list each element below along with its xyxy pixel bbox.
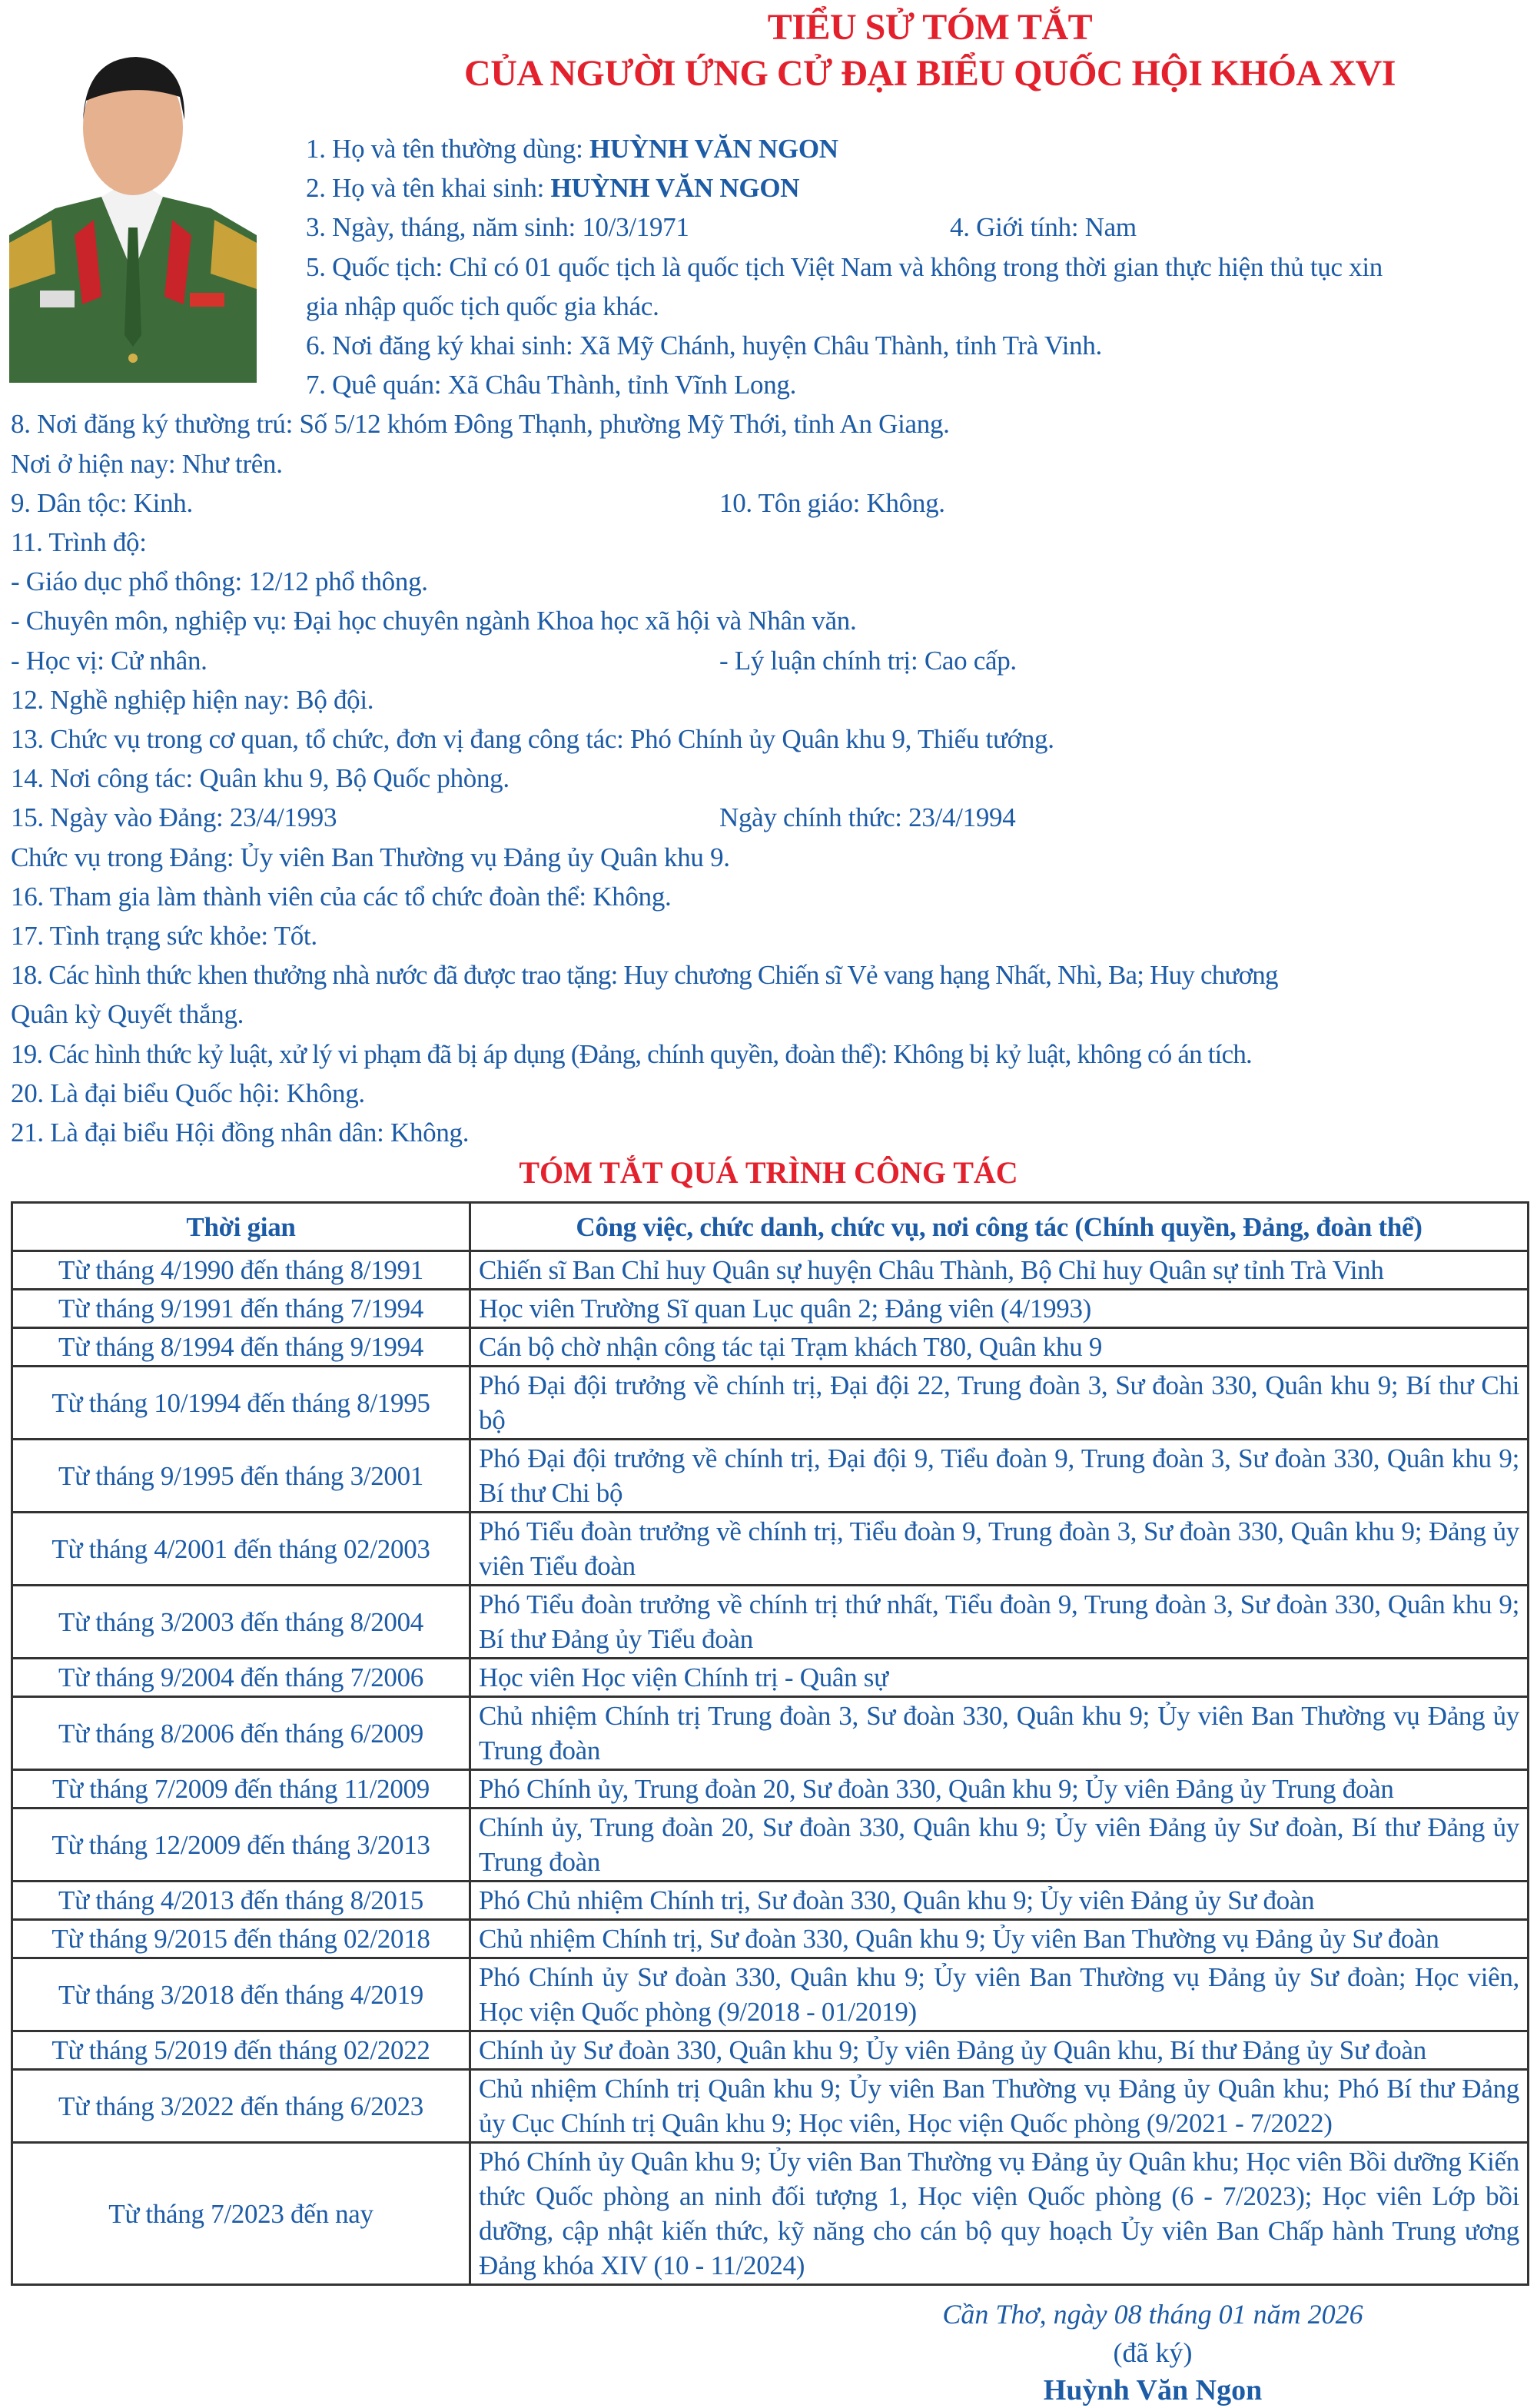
cell-position: Chính ủy Sư đoàn 330, Quân khu 9; Ủy viên Đảng ủy Quân khu, Bí thư Đảng ủy Sư đoàn [470,2031,1529,2070]
birth-name-value: HUỲNH VĂN NGON [550,173,800,204]
table-row [12,2031,1529,2070]
bio-nationality: 5. Quốc tịch: Chỉ có 01 quốc tịch là quốc tịch Việt Nam và không trong thời gian thực hiện thủ tục xin [306,251,1383,282]
bio-residence: 8. Nơi đăng ký thường trú: Số 5/12 khóm Đông Thạnh, phường Mỹ Thới, tỉnh An Giang. [11,409,950,440]
table-row [12,1440,1529,1513]
career-section-title: TÓM TẮT QUÁ TRÌNH CÔNG TÁC [519,1155,1018,1190]
table-row [12,1697,1529,1770]
cell-position: Chủ nhiệm Chính trị, Sư đoàn 330, Quân khu 9; Ủy viên Ban Thường vụ Đảng ủy Sư đoàn [470,1920,1529,1958]
table-row [12,1290,1529,1328]
bio-specialty: - Chuyên môn, nghiệp vụ: Đại học chuyên ngành Khoa học xã hội và Nhân văn. [11,606,857,636]
cell-time: Từ tháng 4/1990 đến tháng 8/1991 [12,1251,470,1290]
bio-awards-cont: Quân kỳ Quyết thắng. [11,999,244,1030]
bio-position: 13. Chức vụ trong cơ quan, tổ chức, đơn vị đang công tác: Phó Chính ủy Quân khu 9, Thiếu tướng. [11,724,1054,755]
table-row [12,1659,1529,1697]
table-row [12,1367,1529,1440]
table-row [12,1328,1529,1367]
cell-position: Phó Tiểu đoàn trưởng về chính trị thứ nhất, Tiểu đoàn 9, Trung đoàn 3, Sư đoàn 330, Quân khu 9; Bí thư Đảng ủy Tiểu đoàn [470,1586,1529,1659]
cell-time: Từ tháng 9/1991 đến tháng 7/1994 [12,1290,470,1328]
cell-position: Phó Chính ủy Sư đoàn 330, Quân khu 9; Ủy viên Ban Thường vụ Đảng ủy Sư đoàn; Học viên, Học viện Quốc phòng (9/2018 - 01/2019) [470,1958,1529,2031]
bio-birthplace: 6. Nơi đăng ký khai sinh: Xã Mỹ Chánh, huyện Châu Thành, tỉnh Trà Vinh. [306,330,1102,361]
bio-workplace: 14. Nơi công tác: Quân khu 9, Bộ Quốc phòng. [11,763,510,794]
cell-position: Phó Đại đội trưởng về chính trị, Đại đội 22, Trung đoàn 3, Sư đoàn 330, Quân khu 9; Bí thư Chi bộ [470,1367,1529,1440]
cell-position: Phó Chủ nhiệm Chính trị, Sư đoàn 330, Quân khu 9; Ủy viên Đảng ủy Sư đoàn [470,1882,1529,1920]
bio-council-delegate: 21. Là đại biểu Hội đồng nhân dân: Không. [11,1118,470,1148]
cell-time: Từ tháng 9/2004 đến tháng 7/2006 [12,1659,470,1697]
table-row [12,1770,1529,1808]
table-row [12,1251,1529,1290]
bio-organizations: 16. Tham gia làm thành viên của các tổ chức đoàn thể: Không. [11,881,672,912]
table-row [12,1513,1529,1586]
table-row [12,2143,1529,2285]
career-table [11,1201,1529,2286]
cell-time: Từ tháng 7/2023 đến nay [12,2143,470,2285]
document-subtitle: CỦA NGƯỜI ỨNG CỬ ĐẠI BIỂU QUỐC HỘI KHÓA XVI [464,53,1396,94]
cell-time: Từ tháng 3/2018 đến tháng 4/2019 [12,1958,470,2031]
cell-time: Từ tháng 9/2015 đến tháng 02/2018 [12,1920,470,1958]
cell-position: Chính ủy, Trung đoàn 20, Sư đoàn 330, Quân khu 9; Ủy viên Đảng ủy Sư đoàn, Bí thư Đảng ủy Trung đoàn [470,1808,1529,1882]
bio-education: 11. Trình độ: [11,527,147,558]
cell-position: Phó Tiểu đoàn trưởng về chính trị, Tiểu đoàn 9, Trung đoàn 3, Sư đoàn 330, Quân khu 9; Đảng ủy viên Tiểu đoàn [470,1513,1529,1586]
cell-position: Phó Đại đội trưởng về chính trị, Đại đội 9, Tiểu đoàn 9, Trung đoàn 3, Sư đoàn 330, Quân khu 9; Bí thư Chi bộ [470,1440,1529,1513]
bio-occupation: 12. Nghề nghiệp hiện nay: Bộ đội. [11,684,374,715]
cell-position: Chủ nhiệm Chính trị Quân khu 9; Ủy viên Ban Thường vụ Đảng ủy Quân khu; Phó Bí thư Đảng ủy Cục Chính trị Quân khu 9; Học viên, Học viện Quốc phòng (9/2021 - 7/2022) [470,2070,1529,2143]
bio-nationality-cont: gia nhập quốc tịch quốc gia khác. [306,291,659,321]
cell-time: Từ tháng 10/1994 đến tháng 8/1995 [12,1367,470,1440]
bio-hometown: 7. Quê quán: Xã Châu Thành, tỉnh Vĩnh Long. [306,370,797,400]
signature-place-date: Cần Thơ, ngày 08 tháng 01 năm 2026 [942,2299,1363,2330]
bio-ethnicity-religion: 9. Dân tộc: Kinh. 10. Tôn giáo: Không. [11,487,945,518]
cell-time: Từ tháng 8/2006 đến tháng 6/2009 [12,1697,470,1770]
table-row [12,1958,1529,2031]
bio-party-position: Chức vụ trong Đảng: Ủy viên Ban Thường vụ Đảng ủy Quân khu 9. [11,842,730,872]
table-row [12,1882,1529,1920]
table-row [12,2070,1529,2143]
bio-degree-politics: - Học vị: Cử nhân. - Lý luận chính trị: Cao cấp. [11,645,1017,676]
bio-dob-gender: 3. Ngày, tháng, năm sinh: 10/3/1971 4. Giới tính: Nam [306,212,1137,243]
cell-time: Từ tháng 7/2009 đến tháng 11/2009 [12,1770,470,1808]
bio-general-education: - Giáo dục phổ thông: 12/12 phổ thông. [11,566,428,597]
table-row [12,1808,1529,1882]
table-header-row [12,1203,1529,1251]
header-position: Công việc, chức danh, chức vụ, nơi công tác (Chính quyền, Đảng, đoàn thể) [470,1203,1529,1251]
cell-position: Học viên Học viện Chính trị - Quân sự [470,1659,1529,1697]
bio-awards: 18. Các hình thức khen thưởng nhà nước đã được trao tặng: Huy chương Chiến sĩ Vẻ vang hạng Nhất, Nhì, Ba; Huy chương [11,960,1278,991]
bio-party-dates: 15. Ngày vào Đảng: 23/4/1993 Ngày chính thức: 23/4/1994 [11,802,1016,833]
cell-time: Từ tháng 3/2003 đến tháng 8/2004 [12,1586,470,1659]
cell-position: Chủ nhiệm Chính trị Trung đoàn 3, Sư đoàn 330, Quân khu 9; Ủy viên Ban Thường vụ Đảng ủy Trung đoàn [470,1697,1529,1770]
bio-current-address: Nơi ở hiện nay: Như trên. [11,448,283,479]
table-row [12,1586,1529,1659]
biography-section [11,129,1532,1152]
document-title: TIỂU SỬ TÓM TẮT [767,7,1093,48]
cell-position: Chiến sĩ Ban Chỉ huy Quân sự huyện Châu Thành, Bộ Chỉ huy Quân sự tỉnh Trà Vinh [470,1251,1529,1290]
cell-position: Phó Chính ủy Quân khu 9; Ủy viên Ban Thường vụ Đảng ủy Quân khu; Học viên Bồi dưỡng Kiến thức Quốc phòng an ninh đối tượng 1, Học viện Quốc phòng (6 - 7/2023); Học viên Lớp bồi dưỡng, cập nhật kiến thức, kỹ năng cho cán bộ quy hoạch Ủy viên Ban Chấp hành Trung ương Đảng khóa XIV (10 - 11/2024) [470,2143,1529,2285]
cell-time: Từ tháng 9/1995 đến tháng 3/2001 [12,1440,470,1513]
cell-time: Từ tháng 4/2001 đến tháng 02/2003 [12,1513,470,1586]
bio-common-name: 1. Họ và tên thường dùng: HUỲNH VĂN NGON [306,134,838,164]
cell-time: Từ tháng 3/2022 đến tháng 6/2023 [12,2070,470,2143]
signature-signed: (đã ký) [1113,2337,1193,2368]
cell-time: Từ tháng 8/1994 đến tháng 9/1994 [12,1328,470,1367]
table-row [12,1920,1529,1958]
bio-birth-name: 2. Họ và tên khai sinh: HUỲNH VĂN NGON [306,173,800,204]
signature-name: Huỳnh Văn Ngon [1043,2374,1263,2406]
cell-position: Cán bộ chờ nhận công tác tại Trạm khách T80, Quân khu 9 [470,1328,1529,1367]
cell-position: Học viên Trường Sĩ quan Lục quân 2; Đảng viên (4/1993) [470,1290,1529,1328]
cell-position: Phó Chính ủy, Trung đoàn 20, Sư đoàn 330, Quân khu 9; Ủy viên Đảng ủy Trung đoàn [470,1770,1529,1808]
common-name-value: HUỲNH VĂN NGON [589,134,838,164]
bio-health: 17. Tình trạng sức khỏe: Tốt. [11,921,317,952]
bio-na-delegate: 20. Là đại biểu Quốc hội: Không. [11,1078,365,1108]
header-time: Thời gian [12,1203,470,1251]
cell-time: Từ tháng 5/2019 đến tháng 02/2022 [12,2031,470,2070]
cell-time: Từ tháng 4/2013 đến tháng 8/2015 [12,1882,470,1920]
bio-discipline: 19. Các hình thức kỷ luật, xử lý vi phạm đã bị áp dụng (Đảng, chính quyền, đoàn thể): Không bị kỷ luật, không có án tích. [11,1038,1252,1069]
cell-time: Từ tháng 12/2009 đến tháng 3/2013 [12,1808,470,1882]
